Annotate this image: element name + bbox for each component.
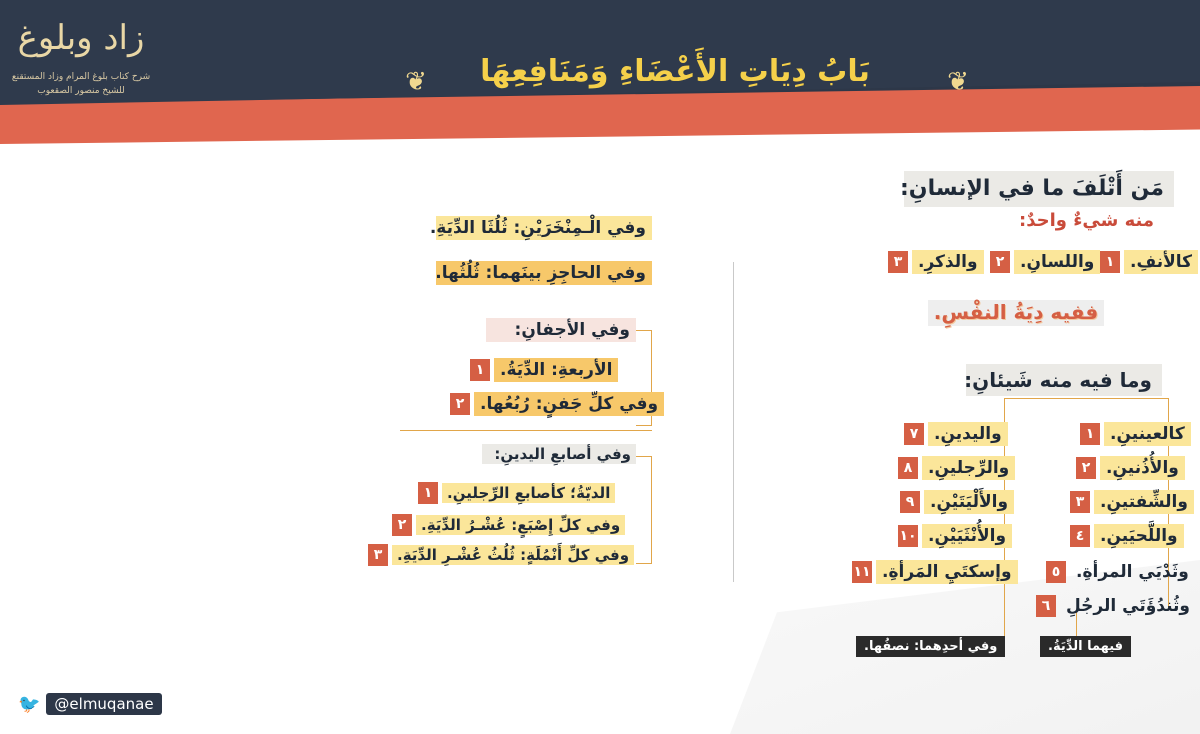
item-label: الديّةُ؛ كأصابعِ الرِّجلينِ.	[442, 483, 615, 503]
number-badge: ١	[1080, 423, 1100, 445]
number-badge: ١	[1100, 251, 1120, 273]
list-item	[990, 250, 1100, 274]
list-item	[852, 560, 1018, 584]
number-badge: ٣	[368, 544, 388, 566]
column-divider	[733, 262, 734, 582]
item-label: واللَّحيَينِ.	[1094, 524, 1184, 548]
number-badge: ٦	[1036, 595, 1056, 617]
item-label: كالأنفِ.	[1124, 250, 1198, 274]
number-badge: ٣	[1070, 491, 1090, 513]
divider-line	[400, 430, 652, 431]
number-badge: ٥	[1046, 561, 1066, 583]
single-label: منه شيءٌ واحدٌ:	[1019, 210, 1154, 231]
item-label: وثُندُؤَتَي الرجُلِ	[1066, 596, 1190, 616]
list-item	[1046, 560, 1195, 584]
item-label: والشِّفتينِ.	[1094, 490, 1194, 514]
list-item	[470, 358, 618, 382]
list-item	[1080, 422, 1191, 446]
number-badge: ٣	[888, 251, 908, 273]
number-badge: ١٠	[898, 525, 918, 547]
list-item	[368, 544, 634, 566]
item-label: وفي كلِّ إِصْبَعٍ: عُشْـرُ الدِّيَةِ.	[416, 515, 625, 535]
list-item	[1100, 250, 1198, 274]
section-heading: مَن أَتْلَفَ ما في الإنسانِ:	[904, 171, 1174, 207]
list-item	[900, 490, 1014, 514]
number-badge: ١	[470, 359, 490, 381]
list-item	[1070, 490, 1194, 514]
number-badge: ٤	[1070, 525, 1090, 547]
number-badge: ٩	[900, 491, 920, 513]
bracket-line	[636, 456, 652, 564]
result-text: ففيه دِيَةُ النفْسِ.	[928, 300, 1104, 326]
item-label: والرِّجلينِ.	[922, 456, 1015, 480]
item-label: وفي كلِّ جَفنٍ: رُبُعُها.	[474, 392, 664, 416]
eyelids-heading: وفي الأجفانِ:	[486, 318, 636, 342]
result-tag: وفي أحدِهما: نصفُها.	[856, 636, 1005, 657]
item-label: الأربعةِ: الدِّيَةُ.	[494, 358, 618, 382]
item-label: وفي كلِّ أَنْمُلَةٍ: ثُلُثُ عُشْـرِ الدِّيَةِ.	[392, 545, 634, 565]
item-label: والأُنْثَيَيْنِ.	[922, 524, 1012, 548]
bracket-line	[1130, 398, 1180, 412]
ornament-icon: ❦	[405, 67, 427, 97]
list-item	[418, 482, 615, 504]
list-item	[898, 524, 1012, 548]
item-label: واللسانِ.	[1014, 250, 1100, 274]
fingers-heading: وفي أصابعِ اليدينِ:	[482, 444, 636, 464]
list-item	[392, 514, 625, 536]
section-heading: وما فيه منه شَيئانِ:	[966, 364, 1162, 396]
logo-author: للشيخ منصور الصقعوب	[37, 86, 125, 96]
item-label: وإسكتَيِ المَرأةِ.	[876, 560, 1018, 584]
list-item	[898, 456, 1015, 480]
item-label: كالعينينِ.	[1104, 422, 1191, 446]
nostrils-rule: وفي الْـمِنْخَرَيْنِ: ثُلُثَا الدِّيَةِ.	[436, 216, 652, 240]
list-item	[450, 392, 664, 416]
item-label: واليدينِ.	[928, 422, 1008, 446]
item-label: والأَلْيَتَيْنِ.	[924, 490, 1014, 514]
number-badge: ١	[418, 482, 438, 504]
number-badge: ٢	[392, 514, 412, 536]
number-badge: ٢	[990, 251, 1010, 273]
number-badge: ٢	[1076, 457, 1096, 479]
twitter-bird-icon: 🐦	[18, 693, 41, 715]
number-badge: ٢	[450, 393, 470, 415]
number-badge: ٨	[898, 457, 918, 479]
list-item	[1076, 456, 1185, 480]
logo-subtitle: شرح كتاب بلوغ المرام وزاد المستقنع	[11, 72, 151, 82]
item-label: والأُذُنينِ.	[1100, 456, 1185, 480]
logo: زاد وبلوغ	[17, 18, 145, 58]
list-item	[1070, 524, 1184, 548]
ornament-icon: ❦	[947, 67, 969, 97]
twitter-handle-text: @elmuqanae	[46, 693, 161, 715]
number-badge: ١١	[852, 561, 872, 583]
bracket-line	[1004, 398, 1168, 399]
list-item	[904, 422, 1008, 446]
list-item	[888, 250, 984, 274]
twitter-handle[interactable]	[18, 692, 168, 716]
septum-rule: وفي الحاجِزِ بينَهما: ثُلُثُها.	[436, 261, 652, 285]
number-badge: ٧	[904, 423, 924, 445]
result-tag: فيهما الدِّيَةُ.	[1040, 636, 1131, 657]
item-label: والذكرِ.	[912, 250, 984, 274]
list-item	[1036, 594, 1196, 618]
page-title: بَابُ دِيَاتِ الأَعْضَاءِ وَمَنَافِعِهَا	[480, 54, 870, 89]
item-label: وثَدْيَي المرأةِ.	[1076, 562, 1189, 582]
